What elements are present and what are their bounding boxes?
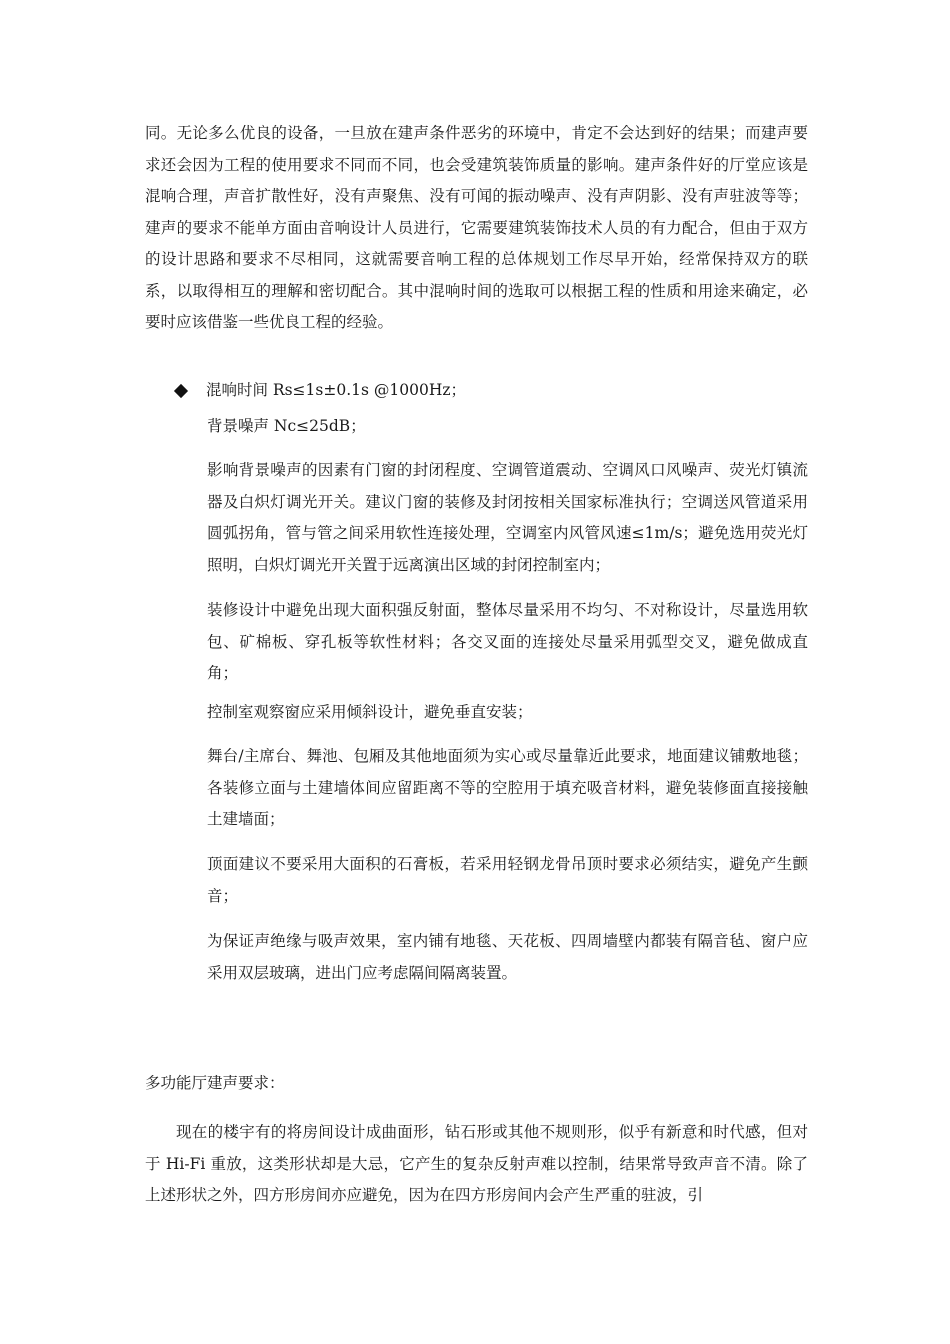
background-noise-item: 背景噪声 Nc≤25dB； xyxy=(207,417,366,435)
noise-factors-item: 影响背景噪声的因素有门窗的封闭程度、空调管道震动、空调风口风噪声、荧光灯镇流器及白炽灯调光开关。建议门窗的装修及封闭按相关国家标准执行；空调送风管道采用圆弧拐角，管与管之间采用软性连接处理，空调室内风管风速≤1m/s；避免选用荧光灯照明，白炽灯调光开关置于远离演出区域的封闭控制室内； xyxy=(207,461,808,574)
decoration-design-item: 装修设计中避免出现大面积强反射面，整体尽量采用不均匀、不对称设计，尽量选用软包、矿棉板、穿孔板等软性材料；各交叉面的连接处尽量采用弧型交叉，避免做成直角； xyxy=(207,601,808,682)
stage-floor-item: 舞台/主席台、舞池、包厢及其他地面须为实心或尽量靠近此要求，地面建议铺敷地毯；各装修立面与土建墙体间应留距离不等的空腔用于填充吸音材料，避免装修面直接接触土建墙面； xyxy=(207,747,808,828)
control-room-window-item: 控制室观察窗应采用倾斜设计，避免垂直安装； xyxy=(207,703,533,721)
reverb-bullet-item xyxy=(172,375,812,407)
reverb-time-text: 混响时间 Rs≤1s±0.1s @1000Hz； xyxy=(206,381,467,400)
section-body-paragraph: 现在的楼宇有的将房间设计成曲面形，钻石形或其他不规则形，似乎有新意和时代感，但对于 Hi-Fi 重放，这类形状却是大忌，它产生的复杂反射声难以控制，结果常导致声音不清。除了上述形状之外，四方形房间亦应避免，因为在四方形房间内会产生严重的驻波，引 xyxy=(145,1123,808,1204)
section-heading: 多功能厅建声要求： xyxy=(145,1074,285,1092)
ceiling-item: 顶面建议不要采用大面积的石膏板，若采用轻钢龙骨吊顶时要求必须结实，避免产生颤音； xyxy=(207,855,808,905)
sound-insulation-item: 为保证声绝缘与吸声效果，室内铺有地毯、天花板、四周墙壁内都装有隔音毡、窗户应采用双层玻璃，进出门应考虑隔间隔离装置。 xyxy=(207,932,808,982)
intro-paragraph: 同。无论多么优良的设备，一旦放在建声条件恶劣的环境中，肯定不会达到好的结果；而建声要求还会因为工程的使用要求不同而不同，也会受建筑装饰质量的影响。建声条件好的厅堂应该是混响合理，声音扩散性好，没有声聚焦、没有可闻的振动噪声、没有声阴影、没有声驻波等等；建声的要求不能单方面由音响设计人员进行，它需要建筑装饰技术人员的有力配合，但由于双方的设计思路和要求不尽相同，这就需要音响工程的总体规划工作尽早开始，经常保持双方的联系，以取得相互的理解和密切配合。其中混响时间的选取可以根据工程的性质和用途来确定，必要时应该借鉴一些优良工程的经验。 xyxy=(145,124,808,331)
diamond-bullet-icon xyxy=(174,384,188,398)
